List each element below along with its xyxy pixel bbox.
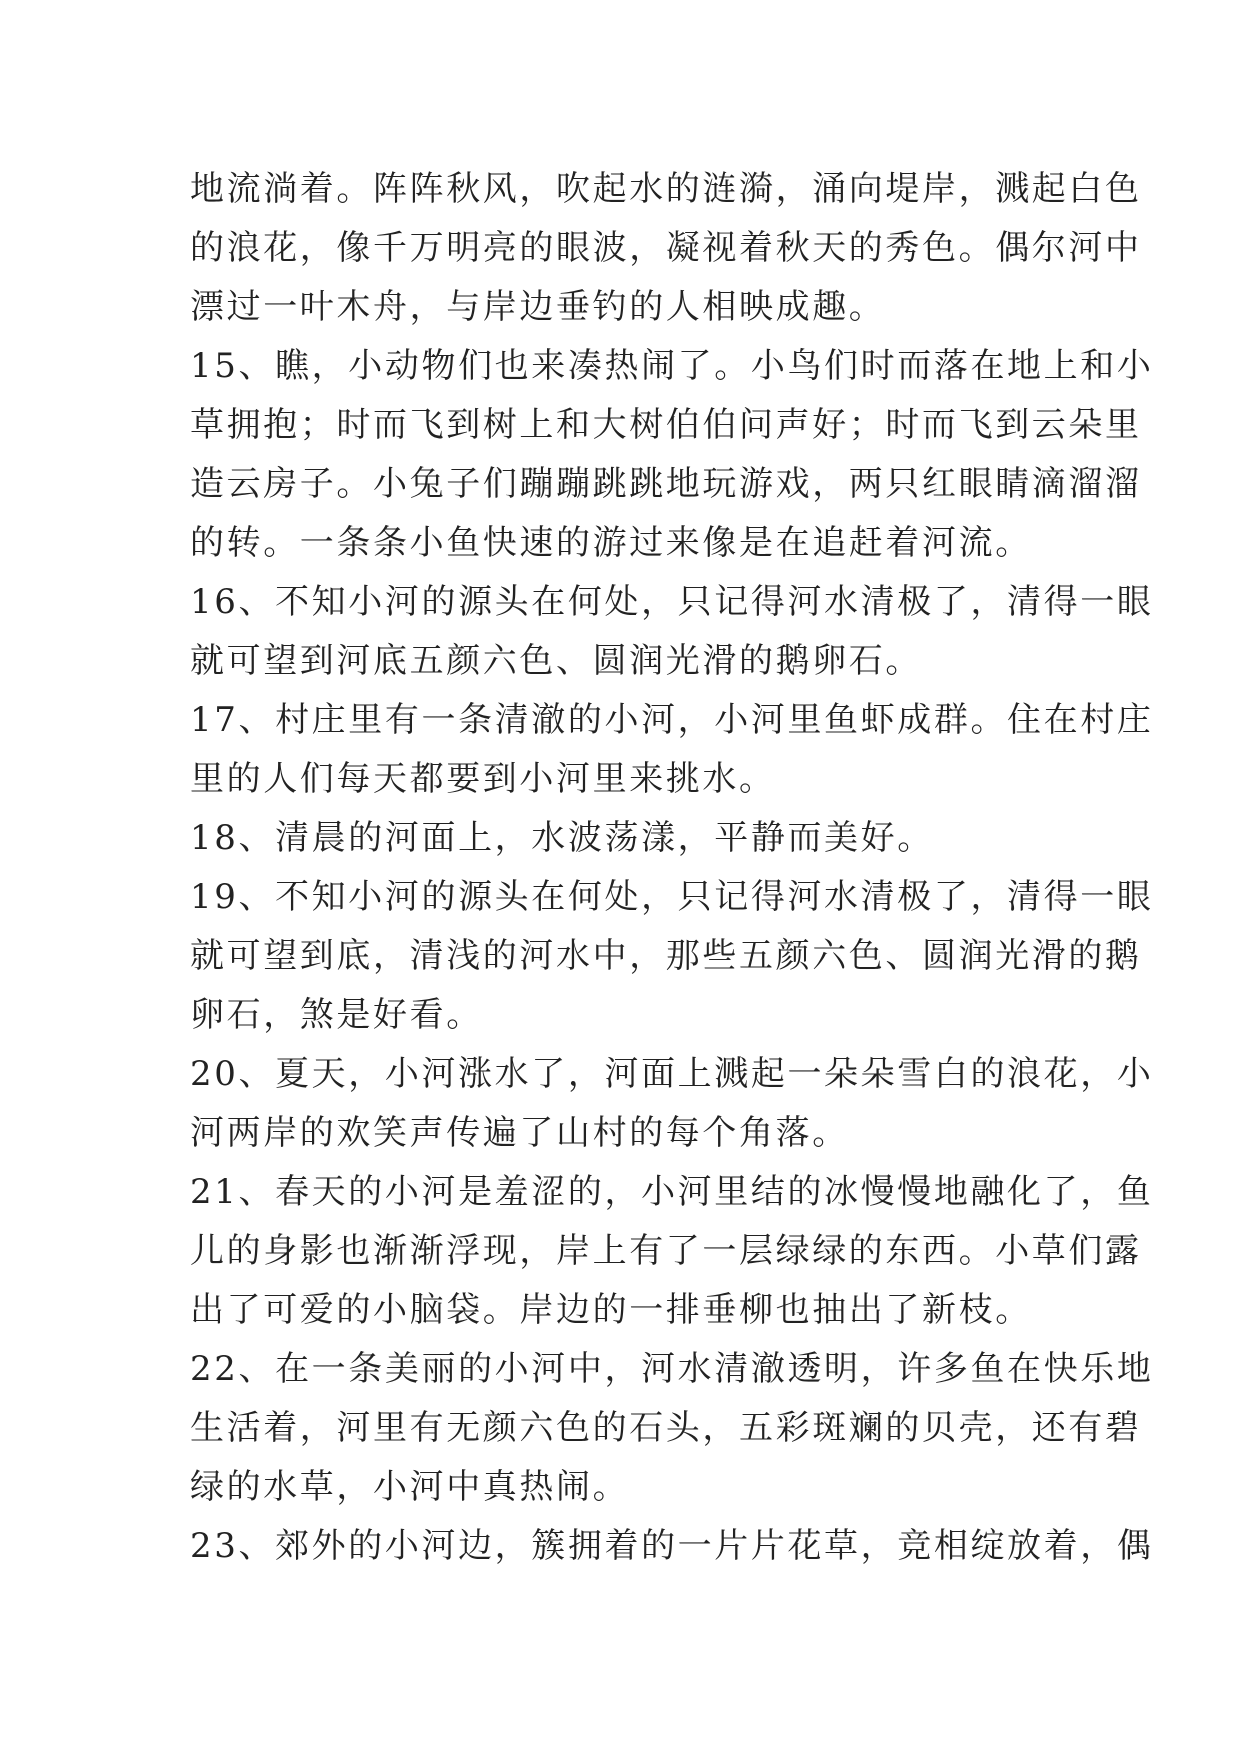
text-line: 20、夏天，小河涨水了，河面上溅起一朵朵雪白的浪花，小 — [190, 1054, 1154, 1094]
text-line: 22、在一条美丽的小河中，河水清澈透明，许多鱼在快乐地 — [190, 1349, 1154, 1389]
text-line: 绿的水草，小河中真热闹。 — [190, 1467, 630, 1507]
text-line: 就可望到底，清浅的河水中，那些五颜六色、圆润光滑的鹅 — [190, 936, 1142, 976]
text-line: 漂过一叶木舟，与岸边垂钓的人相映成趣。 — [190, 287, 886, 327]
text-line: 出了可爱的小脑袋。岸边的一排垂柳也抽出了新枝。 — [190, 1290, 1032, 1330]
text-line: 的转。一条条小鱼快速的游过来像是在追赶着河流。 — [190, 523, 1032, 563]
document-page — [190, 160, 1154, 1576]
text-line: 23、郊外的小河边，簇拥着的一片片花草，竞相绽放着，偶 — [190, 1526, 1154, 1566]
text-line: 19、不知小河的源头在何处，只记得河水清极了，清得一眼 — [190, 877, 1154, 917]
text-line: 就可望到河底五颜六色、圆润光滑的鹅卵石。 — [190, 641, 922, 681]
text-line: 21、春天的小河是羞涩的，小河里结的冰慢慢地融化了，鱼 — [190, 1172, 1154, 1212]
text-line: 卵石，煞是好看。 — [190, 995, 483, 1035]
text-line: 草拥抱；时而飞到树上和大树伯伯问声好；时而飞到云朵里 — [190, 405, 1142, 445]
text-line: 18、清晨的河面上，水波荡漾，平静而美好。 — [190, 818, 934, 858]
text-line: 河两岸的欢笑声传遍了山村的每个角落。 — [190, 1113, 849, 1153]
text-line: 的浪花，像千万明亮的眼波，凝视着秋天的秀色。偶尔河中 — [190, 228, 1142, 268]
text-line: 16、不知小河的源头在何处，只记得河水清极了，清得一眼 — [190, 582, 1154, 622]
text-line: 地流淌着。阵阵秋风，吹起水的涟漪，涌向堤岸，溅起白色 — [190, 169, 1142, 209]
text-line: 造云房子。小兔子们蹦蹦跳跳地玩游戏，两只红眼睛滴溜溜 — [190, 464, 1142, 504]
text-line: 15、瞧，小动物们也来凑热闹了。小鸟们时而落在地上和小 — [190, 346, 1154, 386]
text-line: 儿的身影也渐渐浮现，岸上有了一层绿绿的东西。小草们露 — [190, 1231, 1142, 1271]
text-line: 里的人们每天都要到小河里来挑水。 — [190, 759, 776, 799]
text-line: 生活着，河里有无颜六色的石头，五彩斑斓的贝壳，还有碧 — [190, 1408, 1142, 1448]
text-line: 17、村庄里有一条清澈的小河，小河里鱼虾成群。住在村庄 — [190, 700, 1154, 740]
